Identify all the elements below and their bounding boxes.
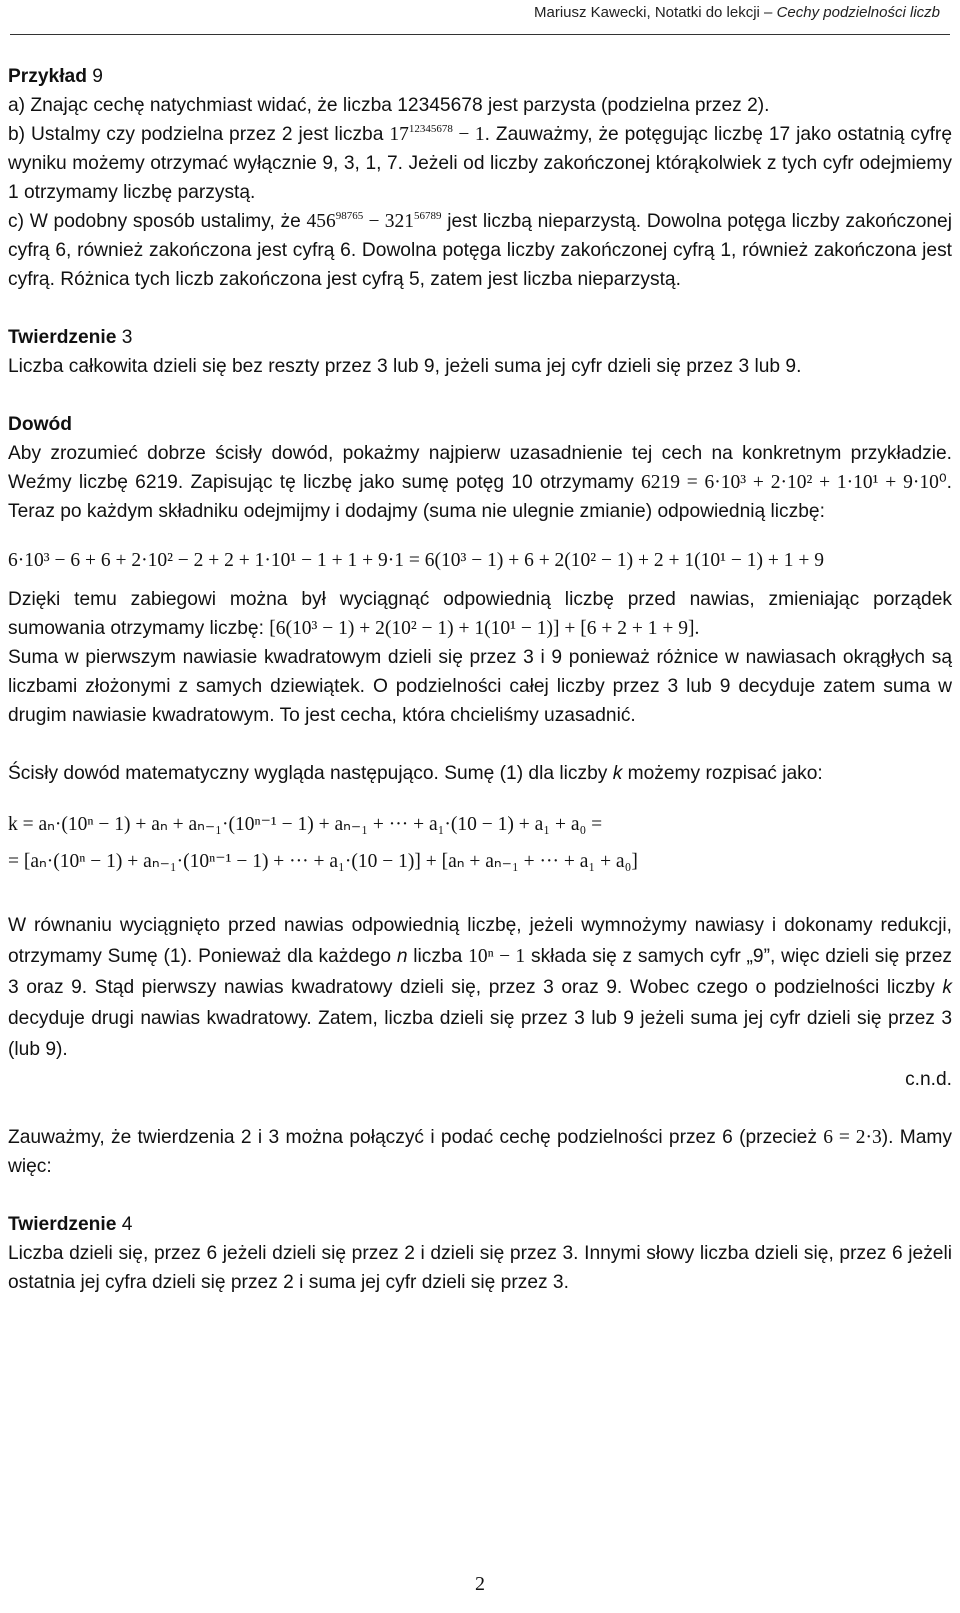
proof-p1-tail: . Teraz po każdym składniku odejmijmy i dodajmy (suma nie ulegnie zmianie) odpowiednią liczbę: <box>8 472 953 522</box>
proof-p5-text-b: liczba <box>407 946 469 967</box>
proof-p2-text: Dzięki temu zabiegowi można był wyciągnąć odpowiednią liczbę przed nawias, zmieniając porządek sumowania otrzymamy liczbę: <box>8 589 952 639</box>
page-content <box>8 62 952 1297</box>
proof-p5-text-c: składa się z samych cyfr „9”, więc dzieli się przez 3 oraz 9. Stąd pierwszy nawias kwadratowy dzieli się, przez 3 oraz 9. Wobec czego o podzielności liczby <box>8 946 953 998</box>
running-header <box>534 4 940 21</box>
var-n: n <box>396 946 408 967</box>
proof-paragraph-2 <box>8 585 952 643</box>
math-exponent-1: 98765 <box>335 210 364 222</box>
theorem-4-number: 4 <box>116 1214 133 1235</box>
header-rule <box>10 34 950 35</box>
proof-p4-text: Ścisły dowód matematyczny wygląda następująco. Sumę (1) dla liczby <box>8 763 613 784</box>
proof-paragraph-4 <box>8 759 952 788</box>
equation-general-2: = [aₙ·(10ⁿ − 1) + aₙ₋₁·(10ⁿ⁻¹ − 1) + ··· + a₁·(10 − 1)] + [aₙ + aₙ₋₁ + ··· + a₁ + a₀] <box>8 851 638 872</box>
math-17-power <box>389 124 484 145</box>
example-9-part-a: a) Znając cechę natychmiast widać, że liczba 12345678 jest parzysta (podzielna przez 2). <box>8 95 770 116</box>
example-9-title <box>8 62 952 91</box>
var-k: k <box>612 763 623 784</box>
equation-6219: 6·10³ − 6 + 6 + 2·10² − 2 + 2 + 1·10¹ − 1 + 1 + 9·1 = 6(10³ − 1) + 6 + 2(10² − 1) + 2 + 1(10¹ − 1) + 1 + 9 <box>8 550 824 571</box>
math-exponent: 12345678 <box>408 123 453 135</box>
math-minus-one: − 1 <box>452 124 485 145</box>
math-difference <box>307 211 442 232</box>
part-b-intro: b) Ustalmy czy podzielna przez 2 jest liczba <box>8 124 390 145</box>
math-exponent-2: 56789 <box>414 210 442 222</box>
var-k-2: k <box>942 977 952 998</box>
note-tail: ). Mamy więc: <box>8 1127 952 1177</box>
equation-general-1: k = aₙ·(10ⁿ − 1) + aₙ + aₙ₋₁·(10ⁿ⁻¹ − 1) + aₙ₋₁ + ··· + a₁·(10 − 1) + a₁ + a₀ = <box>8 814 603 835</box>
note-text: Zauważmy, że twierdzenia 2 i 3 można połączyć i podać cechę podzielności przez 6 (przecież <box>8 1127 824 1148</box>
example-9-part-b <box>8 120 952 207</box>
example-9-part-c <box>8 207 952 294</box>
page-number: 2 <box>475 1573 485 1595</box>
header-author: Mariusz Kawecki, Notatki do lekcji – <box>533 4 777 21</box>
part-c-text: jest liczbą nieparzystą. Dowolna potęga liczby zakończonej cyfrą 6, również zakończona jest cyfrą 6. Dowolna potęga liczby zakończonej cyfrą 1, również zakończona jest cyfrą. Różnica tych liczb zakończona jest cyfrą 5, zatem jest liczba nieparzystą. <box>8 211 952 290</box>
proof-p4-tail: możemy rozpisać jako: <box>622 763 823 784</box>
math-10n-minus-1: 10ⁿ − 1 <box>468 946 526 967</box>
theorem-4-title <box>8 1210 952 1239</box>
math-base: 17 <box>389 124 409 145</box>
math-6219-expansion: 6219 = 6·10³ + 2·10² + 1·10¹ + 9·10⁰ <box>640 472 947 493</box>
proof-paragraph-1 <box>8 439 952 526</box>
math-base-456: 456 <box>306 211 336 232</box>
theorem-3-title <box>8 323 952 352</box>
math-base-321: − 321 <box>363 211 415 232</box>
qed-mark: c.n.d. <box>905 1069 952 1090</box>
header-topic: Cechy podzielności liczb <box>776 4 940 21</box>
example-label: Przykład <box>8 66 87 87</box>
proof-p1-text: Aby zrozumieć dobrze ścisły dowód, pokażmy najpierw uzasadnienie tej cech na konkretnym przykładzie. Weźmy liczbę 6219. Zapisując tę liczbę jako sumę potęg 10 otrzymamy <box>8 443 952 493</box>
theorem-number: 3 <box>116 327 133 348</box>
part-c-intro: c) W podobny sposób ustalimy, że <box>8 211 307 232</box>
math-bracket-sum: [6(10³ − 1) + 2(10² − 1) + 1(10¹ − 1)] + [6 + 2 + 1 + 9]. <box>269 618 700 639</box>
note-paragraph <box>8 1123 952 1181</box>
proof-paragraph-5 <box>8 910 952 1065</box>
theorem-4-label: Twierdzenie <box>8 1214 117 1235</box>
example-number: 9 <box>86 66 103 87</box>
proof-title: Dowód <box>8 414 72 435</box>
proof-p5-text-a: W równaniu wyciągnięto przed nawias odpowiednią liczbę, jeżeli wymnożymy nawiasy i dokonamy redukcji, otrzymamy Sumę (1). Ponieważ dla każdego <box>8 915 952 967</box>
part-b-text: . Zauważmy, że potęgując liczbę 17 jako ostatnią cyfrę wyniku możemy otrzymać wyłącznie 9, 3, 1, 7. Jeżeli od liczby zakończonej którąkolwiek z tych cyfr odejmiemy 1 otrzymamy liczbę parzystą. <box>8 124 952 203</box>
proof-paragraph-3: Suma w pierwszym nawiasie kwadratowym dzieli się przez 3 i 9 ponieważ różnice w nawiasach okrągłych są liczbami złożonymi z samych dziewiątek. O podzielności całej liczby przez 3 lub 9 decyduje zatem suma w drugim nawiasie kwadratowym. To jest cecha, która chcieliśmy uzasadnić. <box>8 647 952 726</box>
theorem-label: Twierdzenie <box>8 327 117 348</box>
theorem-3-text: Liczba całkowita dzieli się bez reszty przez 3 lub 9, jeżeli suma jej cyfr dzieli się przez 3 lub 9. <box>8 356 802 377</box>
theorem-4-text: Liczba dzieli się, przez 6 jeżeli dzieli się przez 2 i dzieli się przez 3. Innymi słowy liczba dzieli się, przez 6 jeżeli ostatnia jej cyfra dzieli się przez 2 i suma jej cyfr dzieli się przez 3. <box>8 1243 952 1293</box>
math-6-equals-2x3: 6 = 2·3 <box>823 1127 882 1148</box>
proof-p5-text-d: decyduje drugi nawias kwadratowy. Zatem, liczba dzieli się przez 3 lub 9 jeżeli suma jej cyfr dzieli się przez 3 (lub 9). <box>8 1008 952 1060</box>
